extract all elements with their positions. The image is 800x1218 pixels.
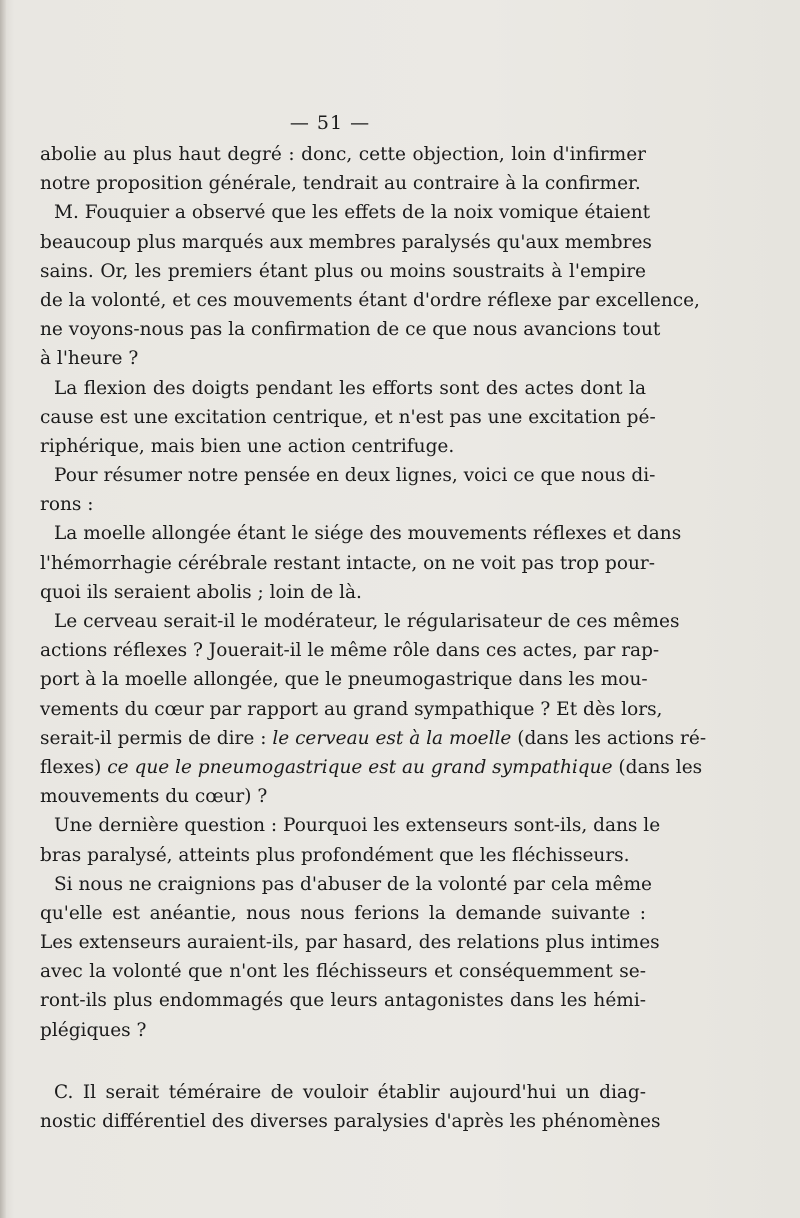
text-run: serait-il permis de dire : [40, 727, 267, 749]
text-run: Les extenseurs auraient-ils, par hasard, des relations plus intimes [40, 932, 660, 954]
text-line [40, 899, 646, 928]
text-run: riphérique, mais bien une action centrifuge. [40, 435, 455, 457]
text-line [40, 1078, 646, 1107]
text-run: qu'elle est anéantie, nous nous ferions la demande suivante : [40, 902, 646, 924]
text-run: abolie au plus haut degré : donc, cette objection, loin d'infirmer [40, 144, 646, 165]
italic-run: ce que le pneumogastrique est au grand sympathique [107, 756, 613, 778]
text-run: vements du cœur par rapport au grand sympathique ? Et dès lors, [40, 698, 663, 720]
text-run: rons : [40, 494, 94, 516]
page-number: — 51 — [289, 112, 371, 134]
text-run: Le cerveau serait-il le modérateur, le régularisateur de ces mêmes [54, 611, 680, 632]
text-run: l'hémorrhagie cérébrale restant intacte, on ne voit pas trop pour- [40, 552, 655, 574]
text-line [40, 636, 660, 665]
text-line [40, 665, 646, 694]
text-run: port à la moelle allongée, que le pneumogastrique dans les mou- [40, 669, 648, 691]
text-line [40, 169, 646, 198]
text-run: flexes) [40, 756, 102, 778]
text-run: La flexion des doigts pendant les efforts sont des actes dont la [54, 377, 646, 399]
text-line [40, 841, 646, 870]
text-line [40, 344, 646, 373]
text-line [40, 724, 707, 753]
text-line [40, 228, 652, 257]
text-run: de la volonté, et ces mouvements étant d'ordre réflexe par excellence, [40, 289, 700, 311]
text-line [40, 957, 646, 986]
text-line [40, 928, 660, 957]
text-run: notre proposition générale, tendrait au contraire à la confirmer. [40, 173, 641, 195]
text-line [40, 374, 646, 403]
text-run: Si nous ne craignions pas d'abuser de la volonté par cela même [54, 873, 652, 895]
text-line [40, 811, 661, 840]
text-line [40, 286, 700, 315]
body-text [40, 140, 707, 1136]
text-line [40, 1107, 661, 1136]
text-run: actions réflexes ? Jouerait-il le même rôle dans ces actes, par rap- [40, 640, 660, 662]
text-line [40, 870, 652, 899]
text-run: avec la volonté que n'ont les fléchisseurs et conséquemment se- [40, 961, 646, 983]
text-run: Pour résumer notre pensée en deux lignes, voici ce que nous di- [54, 465, 656, 487]
text-run: (dans les actions ré- [517, 727, 707, 749]
text-line [40, 578, 646, 607]
text-run: mouvements du cœur) ? [40, 786, 268, 808]
text-line [40, 461, 656, 490]
text-run: Une dernière question : Pourquoi les extenseurs sont-ils, dans le [54, 815, 661, 837]
text-run: bras paralysé, atteints plus profondément que les fléchisseurs. [40, 844, 630, 866]
text-run: plégiques ? [40, 1019, 147, 1041]
text-line [40, 432, 646, 461]
text-line [40, 315, 661, 344]
text-run: beaucoup plus marqués aux membres paralysés qu'aux membres [40, 231, 652, 253]
text-line [40, 782, 646, 811]
text-line [40, 986, 646, 1015]
text-line [40, 403, 656, 432]
text-run: à l'heure ? [40, 348, 139, 370]
page-spine-shadow [0, 0, 6, 1218]
italic-run: le cerveau est à la moelle [272, 727, 512, 749]
text-line [40, 519, 682, 548]
text-run: (dans les [618, 756, 703, 778]
text-line [40, 257, 646, 286]
text-run: ne voyons-nous pas la confirmation de ce que nous avancions tout [40, 319, 661, 341]
paragraph-gap [40, 1045, 646, 1078]
text-line [40, 1016, 646, 1045]
text-line [40, 607, 680, 636]
text-line [40, 549, 655, 578]
text-run: M. Fouquier a observé que les effets de la noix vomique étaient [54, 202, 651, 224]
text-line [40, 753, 703, 782]
text-run: sains. Or, les premiers étant plus ou moins soustraits à l'empire [40, 260, 646, 282]
text-line [40, 140, 646, 169]
text-run: quoi ils seraient abolis ; loin de là. [40, 581, 362, 603]
text-run: cause est une excitation centrique, et n'est pas une excitation pé- [40, 406, 656, 428]
text-run: C. Il serait téméraire de vouloir établir aujourd'hui un diag- [54, 1081, 646, 1103]
text-run: ront-ils plus endommagés que leurs antagonistes dans les hémi- [40, 990, 646, 1012]
text-line [40, 198, 651, 227]
text-run: nostic différentiel des diverses paralysies d'après les phénomènes [40, 1111, 661, 1132]
text-line [40, 490, 646, 519]
text-line [40, 695, 663, 724]
text-run: La moelle allongée étant le siége des mouvements réflexes et dans [54, 523, 682, 545]
